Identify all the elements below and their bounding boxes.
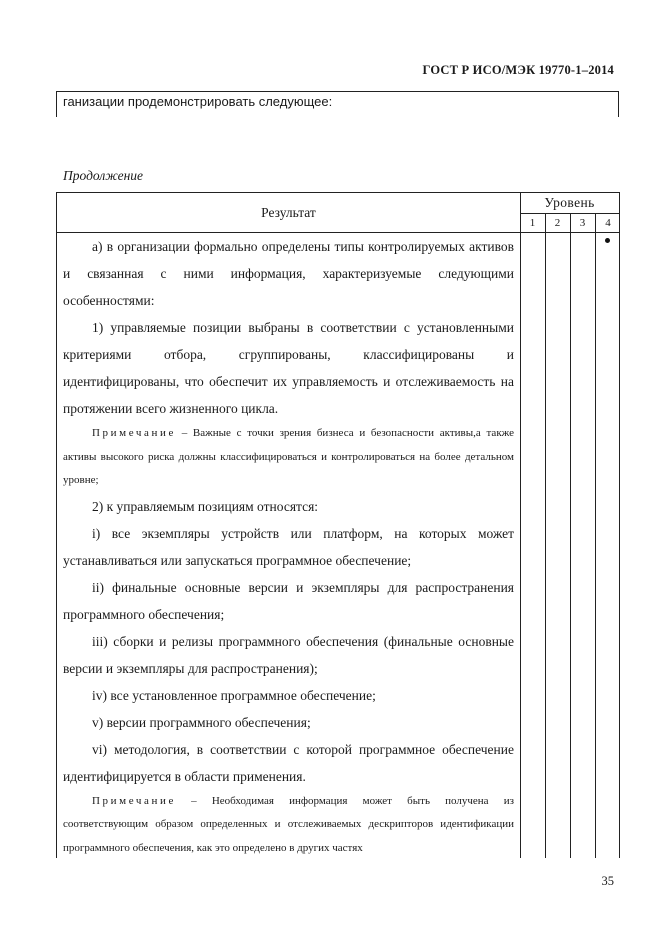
column-divider: [570, 213, 571, 858]
page-number: 35: [601, 874, 614, 888]
note-1-text: – Важные с точки зрения бизнеса и безопасности активы,а также активы высокого риска должны классифицироваться и контролироваться на более детальном уровне;: [63, 427, 514, 486]
level-1-header: 1: [529, 216, 536, 229]
continuation-label: Продолжение: [63, 168, 144, 183]
level-4-marker: [605, 238, 610, 243]
item-iii: iii) сборки и релизы программного обеспечения (финальные основные версии и экземпляры для распространения);: [63, 633, 514, 676]
document-header: ГОСТ Р ИСО/МЭК 19770-1–2014: [422, 63, 614, 77]
item-ii: ii) финальные основные версии и экземпляры для распространения программного обеспечения;: [63, 579, 514, 622]
column-divider: [545, 213, 546, 858]
previous-table-fragment: [56, 91, 619, 117]
item-v: v) версии программного обеспечения;: [92, 714, 311, 730]
result-column-header: Результат: [261, 204, 316, 220]
column-divider: [520, 193, 521, 858]
note-1-label: Примечание: [92, 427, 176, 439]
note-2: [63, 790, 514, 861]
item-vi: vi) методология, в соответствии с которой программное обеспечение идентифицируется в области применения.: [63, 741, 514, 784]
paragraph-1: 1) управляемые позиции выбраны в соответствии с установленными критериями отбора, сгруппированы, классифицированы и идентифицированы, что обеспечит их управляемость и отслеживаемость на протяжении всего жизненного цикла.: [63, 320, 514, 416]
note-1: [63, 422, 514, 493]
column-divider: [595, 213, 596, 858]
level-2-header: 2: [554, 216, 561, 229]
item-iv: iv) все установленное программное обеспечение;: [92, 687, 376, 703]
paragraph-2: 2) к управляемым позициям относятся:: [92, 498, 319, 514]
level-3-header: 3: [579, 216, 586, 229]
item-i: i) все экземпляры устройств или платформ, на которых может устанавливаться или запускаться программное обеспечение;: [63, 525, 514, 568]
requirements-table: [56, 192, 620, 858]
result-content: [63, 233, 514, 860]
level-column-header: Уровень: [544, 195, 595, 210]
note-2-label: Примечание: [92, 794, 176, 807]
fragment-text: ганизации продемонстрировать следующее:: [63, 94, 333, 109]
level-4-header: 4: [605, 216, 611, 229]
note-2-text: – Необходимая информация может быть получена из соответствующим образом определенных и отслеживаемых дескрипторов идентификации программного обеспечения, как это определено в других частях: [63, 794, 514, 854]
paragraph-a: а) в организации формально определены типы контролируемых активов и связанная с ними информация, характеризуемые следующими особенностями:: [63, 239, 514, 308]
